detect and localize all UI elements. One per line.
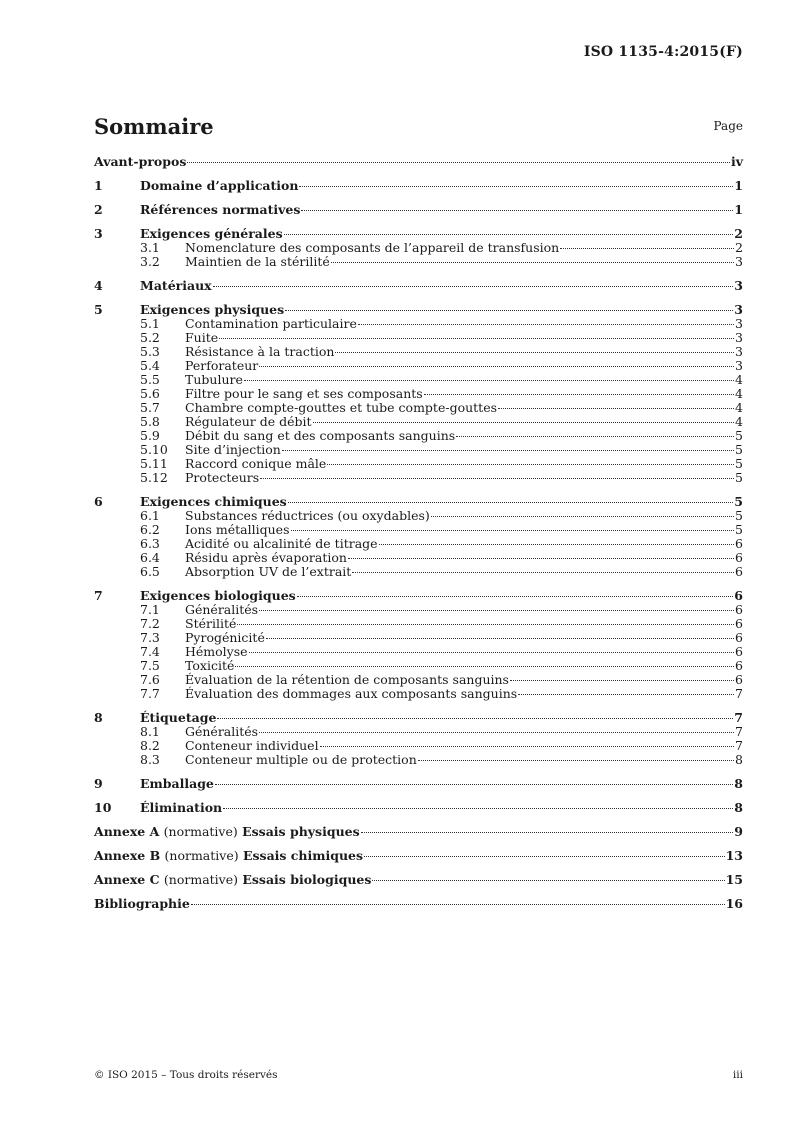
toc-entry-title: Avant-propos — [94, 154, 187, 169]
toc-page-number: 8 — [734, 800, 743, 815]
toc-entry[interactable] — [94, 495, 743, 509]
toc-entry-title: Substances réductrices (ou oxydables) — [185, 508, 430, 523]
toc-entry-number: 9 — [94, 776, 103, 791]
toc-page-number: 6 — [735, 602, 743, 617]
toc-subentry[interactable] — [94, 523, 743, 537]
toc-entry[interactable] — [94, 777, 743, 791]
toc-entry-title: Débit du sang et des composants sanguins — [185, 428, 456, 443]
toc-page-number: 4 — [735, 372, 743, 387]
toc-subentry[interactable] — [94, 603, 743, 617]
dot-leader — [284, 234, 734, 235]
dot-leader — [259, 732, 734, 733]
toc-page-number: 4 — [735, 414, 743, 429]
toc-entry-number: 5.7 — [140, 400, 160, 415]
dot-leader — [418, 760, 734, 761]
toc-subentry[interactable] — [94, 443, 743, 457]
toc-page-number: 6 — [735, 564, 743, 579]
toc-entry-number: 7.3 — [140, 630, 160, 645]
toc-page-number: 3 — [735, 344, 743, 359]
toc-page-number: 6 — [735, 550, 743, 565]
toc-subentry[interactable] — [94, 359, 743, 373]
toc-page-number: 9 — [734, 824, 743, 839]
toc-page-number: 5 — [735, 456, 743, 471]
toc-entry-title: Hémolyse — [185, 644, 248, 659]
toc-entry[interactable] — [94, 897, 743, 911]
toc-entry-number: 7.4 — [140, 644, 160, 659]
toc-entry-number: 5.4 — [140, 358, 160, 373]
dot-leader — [299, 186, 733, 187]
dot-leader — [260, 478, 734, 479]
toc-entry-title: Références normatives — [140, 202, 301, 217]
toc-entry-title: Stérilité — [185, 616, 237, 631]
toc-entry[interactable] — [94, 303, 743, 317]
toc-entry-title: Filtre pour le sang et ses composants — [185, 386, 423, 401]
toc-entry-number: 5.9 — [140, 428, 160, 443]
toc-page-number: 16 — [725, 896, 743, 911]
annex-label: Annexe A — [94, 824, 160, 839]
dot-leader — [288, 502, 734, 503]
toc-page-number: 5 — [735, 470, 743, 485]
toc-entry-title — [94, 825, 360, 839]
dot-leader — [223, 808, 733, 809]
dot-leader — [191, 904, 725, 905]
dot-leader — [560, 248, 734, 249]
toc-entry-number: 3.2 — [140, 254, 160, 269]
dot-leader — [213, 286, 734, 287]
dot-leader — [320, 746, 734, 747]
toc-entry-title: Exigences chimiques — [140, 494, 287, 509]
toc-entry[interactable] — [94, 227, 743, 241]
toc-entry-title: Emballage — [140, 776, 214, 791]
dot-leader — [285, 310, 733, 311]
dot-leader — [259, 610, 734, 611]
toc-entry[interactable] — [94, 849, 743, 863]
toc-subentry[interactable] — [94, 331, 743, 345]
toc-page-number: 3 — [734, 278, 743, 293]
toc-entry-number: 8.3 — [140, 752, 160, 767]
toc-page-number: 1 — [734, 202, 743, 217]
dot-leader — [282, 450, 734, 451]
toc-page-number: 15 — [725, 872, 743, 887]
toc-entry-number: 6 — [94, 494, 103, 509]
toc-page-number: 5 — [734, 494, 743, 509]
dot-leader — [456, 436, 734, 437]
toc-entry-title: Conteneur multiple ou de protection — [185, 752, 417, 767]
toc-page-number: 6 — [735, 616, 743, 631]
toc-page-number: 1 — [734, 178, 743, 193]
dot-leader — [518, 694, 734, 695]
dot-leader — [352, 572, 734, 573]
toc-entry-title: Protecteurs — [185, 470, 260, 485]
table-of-contents — [94, 155, 743, 911]
toc-page-number: 5 — [735, 522, 743, 537]
toc-entry[interactable] — [94, 801, 743, 815]
toc-entry[interactable] — [94, 279, 743, 293]
toc-entry-number: 3 — [94, 226, 103, 241]
toc-entry-title: Maintien de la stérilité — [185, 254, 330, 269]
toc-page-number: 5 — [735, 428, 743, 443]
dot-leader — [510, 680, 734, 681]
toc-page-number: 3 — [735, 316, 743, 331]
toc-subentry[interactable] — [94, 415, 743, 429]
toc-entry-number: 10 — [94, 800, 112, 815]
toc-entry-number: 5 — [94, 302, 103, 317]
dot-leader — [235, 666, 734, 667]
toc-entry-number: 7.6 — [140, 672, 160, 687]
toc-subentry[interactable] — [94, 509, 743, 523]
toc-entry[interactable] — [94, 589, 743, 603]
dot-leader — [215, 784, 733, 785]
toc-entry-title: Perforateur — [185, 358, 259, 373]
toc-page-number: 3 — [735, 254, 743, 269]
toc-page-number: 3 — [735, 358, 743, 373]
annex-note: (normative) — [163, 824, 238, 839]
toc-entry[interactable] — [94, 155, 743, 169]
dot-leader — [348, 558, 734, 559]
toc-entry-number: 5.3 — [140, 344, 160, 359]
toc-entry-title: Acidité ou alcalinité de titrage — [185, 536, 378, 551]
toc-page-number: 6 — [735, 536, 743, 551]
toc-entry-title: Matériaux — [140, 278, 212, 293]
dot-leader — [266, 638, 734, 639]
toc-entry-title: Évaluation des dommages aux composants sanguins — [185, 686, 518, 701]
dot-leader — [431, 516, 734, 517]
page-title: Sommaire — [94, 114, 214, 139]
toc-subentry[interactable] — [94, 631, 743, 645]
toc-entry-title — [94, 849, 363, 863]
toc-subentry[interactable] — [94, 345, 743, 359]
toc-entry-number: 5.2 — [140, 330, 160, 345]
toc-page-number: 7 — [735, 724, 743, 739]
dot-leader — [331, 262, 734, 263]
toc-page-number: 3 — [734, 302, 743, 317]
toc-entry-title: Chambre compte-gouttes et tube compte-gouttes — [185, 400, 498, 415]
toc-page-number: 5 — [735, 442, 743, 457]
toc-entry[interactable] — [94, 203, 743, 217]
toc-entry-number: 6.2 — [140, 522, 160, 537]
toc-entry-number: 5.1 — [140, 316, 160, 331]
toc-subentry[interactable] — [94, 725, 743, 739]
toc-subentry[interactable] — [94, 373, 743, 387]
toc-entry-title: Exigences générales — [140, 226, 283, 241]
dot-leader — [187, 162, 730, 163]
toc-subentry[interactable] — [94, 673, 743, 687]
toc-subentry[interactable] — [94, 387, 743, 401]
annex-title: Essais physiques — [242, 824, 360, 839]
toc-entry-number: 5.6 — [140, 386, 160, 401]
toc-page-number: 6 — [734, 588, 743, 603]
dot-leader — [335, 352, 734, 353]
toc-entry-title: Nomenclature des composants de l’appareil de transfusion — [185, 240, 560, 255]
toc-entry-title: Contamination particulaire — [185, 316, 357, 331]
dot-leader — [364, 856, 725, 857]
toc-page-number: 2 — [734, 226, 743, 241]
dot-leader — [219, 338, 734, 339]
dot-leader — [327, 464, 734, 465]
toc-entry-number: 5.11 — [140, 456, 168, 471]
toc-entry-title: Pyrogénicité — [185, 630, 265, 645]
toc-subentry[interactable] — [94, 241, 743, 255]
dot-leader — [358, 324, 734, 325]
toc-page-number: iv — [730, 154, 743, 169]
toc-entry[interactable] — [94, 873, 743, 887]
toc-subentry[interactable] — [94, 739, 743, 753]
toc-entry-number: 3.1 — [140, 240, 160, 255]
toc-subentry[interactable] — [94, 753, 743, 767]
toc-entry-title: Résidu après évaporation — [185, 550, 347, 565]
dot-leader — [291, 530, 735, 531]
toc-entry-number: 8.2 — [140, 738, 160, 753]
toc-entry-title: Exigences biologiques — [140, 588, 296, 603]
toc-subentry[interactable] — [94, 645, 743, 659]
toc-page-number: 6 — [735, 644, 743, 659]
dot-leader — [301, 210, 733, 211]
dot-leader — [244, 380, 734, 381]
toc-subentry[interactable] — [94, 429, 743, 443]
toc-subentry[interactable] — [94, 471, 743, 485]
annex-label: Annexe C — [94, 872, 160, 887]
annex-label: Annexe B — [94, 848, 161, 863]
toc-entry-number: 8.1 — [140, 724, 160, 739]
toc-entry-title: Élimination — [140, 800, 223, 815]
dot-leader — [361, 832, 734, 833]
toc-entry[interactable] — [94, 825, 743, 839]
dot-leader — [249, 652, 734, 653]
toc-entry-number: 6.5 — [140, 564, 160, 579]
toc-page-number: 6 — [735, 630, 743, 645]
toc-entry-title: Évaluation de la rétention de composants sanguins — [185, 672, 509, 687]
toc-entry-number: 2 — [94, 202, 103, 217]
copyright-notice: © ISO 2015 – Tous droits réservés — [94, 1069, 278, 1081]
toc-entry[interactable] — [94, 711, 743, 725]
annex-note: (normative) — [163, 872, 238, 887]
toc-page-number: 7 — [735, 738, 743, 753]
toc-entry-title: Exigences physiques — [140, 302, 285, 317]
toc-entry-number: 5.12 — [140, 470, 168, 485]
toc-entry-number: 7.2 — [140, 616, 160, 631]
document-id: ISO 1135-4:2015(F) — [583, 44, 743, 60]
toc-entry-title: Résistance à la traction — [185, 344, 335, 359]
toc-entry-number: 5.8 — [140, 414, 160, 429]
toc-entry-title: Étiquetage — [140, 710, 217, 725]
toc-entry-number: 5.5 — [140, 372, 160, 387]
toc-page-number: 8 — [734, 776, 743, 791]
toc-entry-number: 8 — [94, 710, 103, 725]
toc-subentry[interactable] — [94, 551, 743, 565]
dot-leader — [379, 544, 734, 545]
toc-page-number: 7 — [734, 710, 743, 725]
toc-subentry[interactable] — [94, 401, 743, 415]
toc-entry-title: Raccord conique mâle — [185, 456, 327, 471]
toc-page-number: 4 — [735, 386, 743, 401]
toc-page-number: 7 — [735, 686, 743, 701]
toc-entry-number: 6.3 — [140, 536, 160, 551]
dot-leader — [498, 408, 734, 409]
toc-entry-number: 6.1 — [140, 508, 160, 523]
annex-title: Essais biologiques — [242, 872, 372, 887]
toc-page-number: 3 — [735, 330, 743, 345]
toc-entry-number: 7.5 — [140, 658, 160, 673]
dot-leader — [297, 596, 734, 597]
page-number: iii — [732, 1069, 743, 1081]
toc-page-number: 5 — [735, 508, 743, 523]
toc-page-number: 13 — [725, 848, 743, 863]
toc-entry-title: Toxicité — [185, 658, 235, 673]
toc-entry-title: Site d’injection — [185, 442, 281, 457]
toc-subentry[interactable] — [94, 687, 743, 701]
page-column-label: Page — [713, 119, 743, 133]
toc-entry-number: 7.7 — [140, 686, 160, 701]
dot-leader — [424, 394, 734, 395]
toc-entry-number: 5.10 — [140, 442, 168, 457]
toc-page-number: 2 — [735, 240, 743, 255]
toc-subentry[interactable] — [94, 617, 743, 631]
toc-entry-number: 7.1 — [140, 602, 160, 617]
dot-leader — [259, 366, 734, 367]
toc-entry-title: Tubulure — [185, 372, 243, 387]
toc-entry-title: Généralités — [185, 724, 259, 739]
toc-entry-title: Généralités — [185, 602, 259, 617]
toc-entry-number: 4 — [94, 278, 103, 293]
toc-subentry[interactable] — [94, 537, 743, 551]
toc-subentry[interactable] — [94, 317, 743, 331]
toc-entry-number: 6.4 — [140, 550, 160, 565]
toc-entry-title: Conteneur individuel — [185, 738, 319, 753]
annex-title: Essais chimiques — [242, 848, 364, 863]
toc-entry-number: 1 — [94, 178, 103, 193]
dot-leader — [372, 880, 724, 881]
toc-subentry[interactable] — [94, 659, 743, 673]
toc-entry-number: 7 — [94, 588, 103, 603]
dot-leader — [313, 422, 735, 423]
toc-subentry[interactable] — [94, 457, 743, 471]
toc-page-number: 8 — [735, 752, 743, 767]
annex-note: (normative) — [164, 848, 239, 863]
toc-entry-title: Ions métalliques — [185, 522, 290, 537]
toc-page-number: 6 — [735, 658, 743, 673]
toc-subentry[interactable] — [94, 255, 743, 269]
dot-leader — [237, 624, 734, 625]
toc-entry-title: Bibliographie — [94, 896, 190, 911]
dot-leader — [217, 718, 733, 719]
toc-entry-title: Absorption UV de l’extrait — [185, 564, 352, 579]
toc-entry-title: Fuite — [185, 330, 219, 345]
toc-entry-title — [94, 873, 371, 887]
toc-subentry[interactable] — [94, 565, 743, 579]
toc-entry-title: Régulateur de débit — [185, 414, 312, 429]
toc-entry[interactable] — [94, 179, 743, 193]
toc-entry-title: Domaine d’application — [140, 178, 299, 193]
toc-page-number: 6 — [735, 672, 743, 687]
toc-page-number: 4 — [735, 400, 743, 415]
